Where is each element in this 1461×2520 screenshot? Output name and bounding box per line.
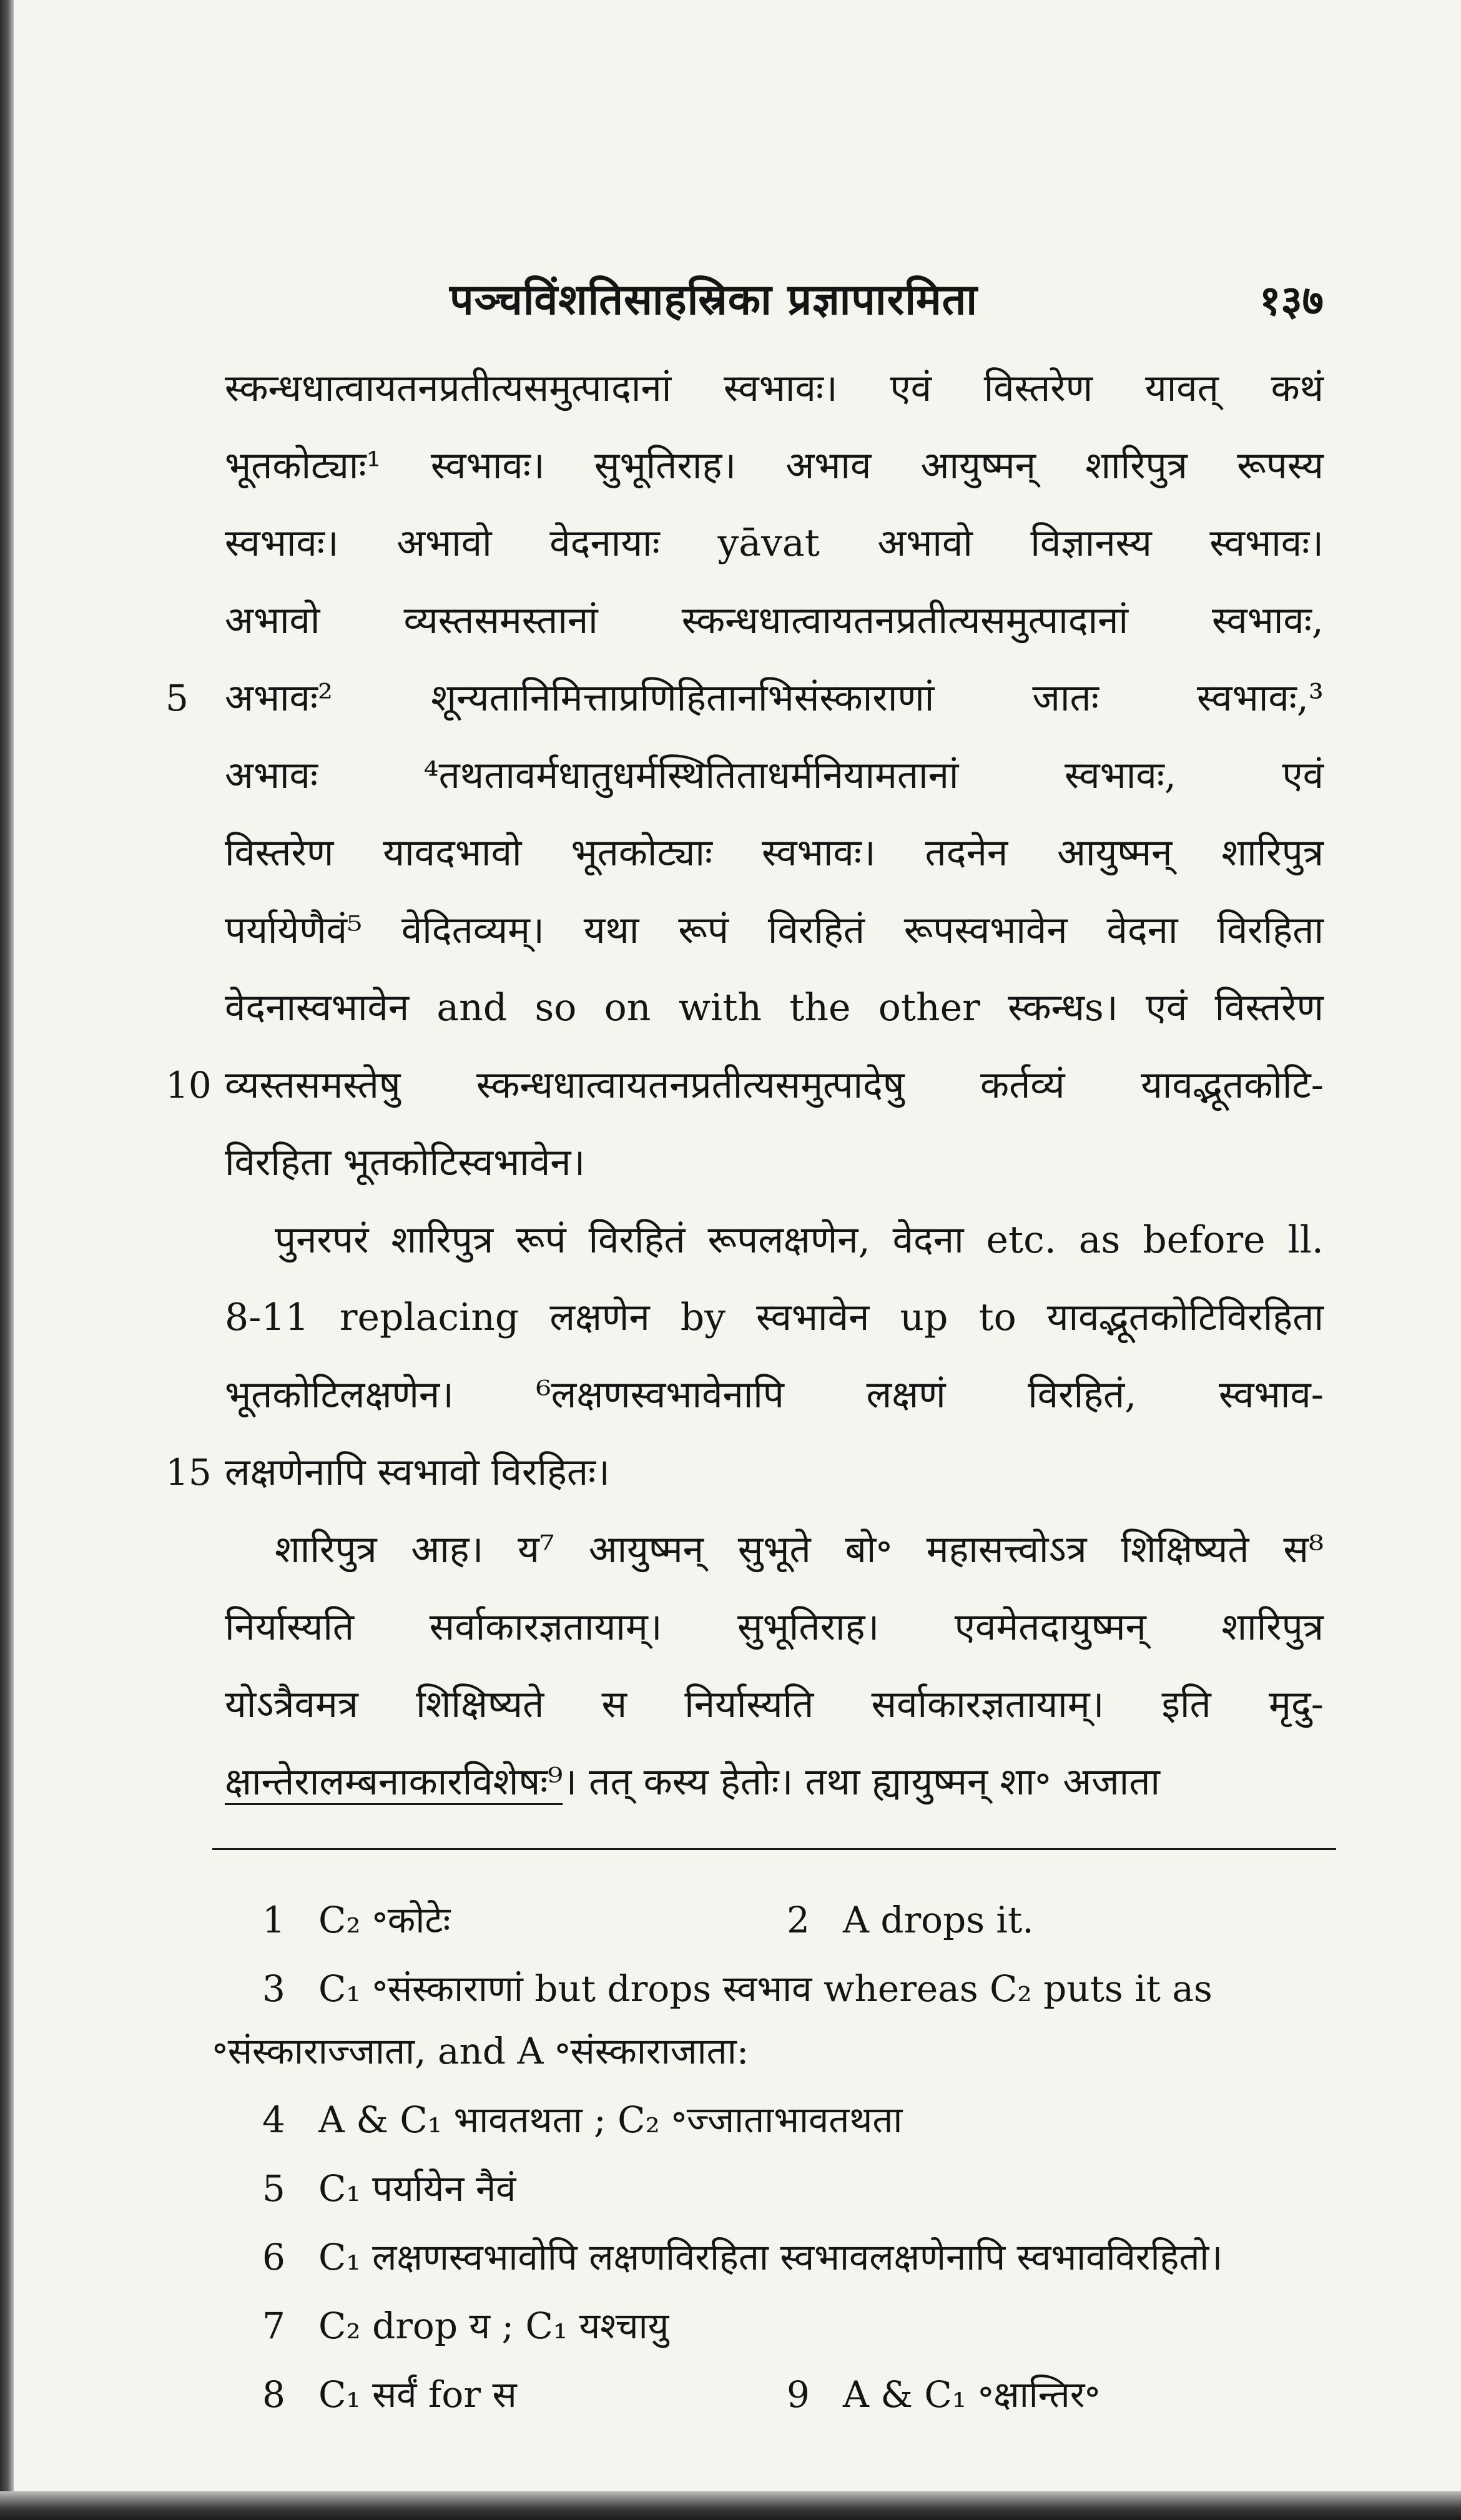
text-line-9: वेदनास्वभावेन and so on with the other स्कन्धs। एवं विस्तरेण: [225, 986, 1324, 1030]
line-number-10: 10: [165, 1064, 212, 1106]
footnote-text: C₁ पर्यायेन नैवं: [318, 2167, 516, 2210]
footnote-text: C₂ ॰कोटेः: [318, 1899, 451, 1941]
footnote-7: [262, 2291, 669, 2360]
footnote-9: [787, 2360, 1100, 2429]
footnote-3: [262, 1954, 1213, 2023]
footnote-number: 3: [262, 1967, 285, 2010]
text-line-11: विरहिता भूतकोटिस्वभावेन।: [225, 1141, 586, 1184]
footnote-divider: [212, 1848, 1336, 1850]
text-line-5: अभावः² शून्यतानिमित्ताप्रणिहितानभिसंस्काराणां जातः स्वभावः,³: [225, 676, 1324, 720]
footnote-number: 6: [262, 2236, 285, 2278]
text-line-7: विस्तरेण यावदभावो भूतकोट्याः स्वभावः। तदनेन आयुष्मन् शारिपुत्र: [225, 831, 1324, 875]
text-line-3: स्वभावः। अभावो वेदनायाः yāvat अभावो विज्ञानस्य स्वभावः।: [225, 521, 1324, 565]
bottom-edge-shadow: [0, 2491, 1461, 2520]
text-line-18: योऽत्रैवमत्र शिक्षिष्यते स निर्यास्यति सर्वाकारज्ञतायाम्। इति मृदु-: [225, 1683, 1324, 1726]
footnote-5: [262, 2154, 516, 2223]
underlined-phrase: क्षान्तेरालम्बनाकारविशेषः⁹: [225, 1760, 563, 1804]
running-header: [225, 262, 1324, 337]
footnote-text: A & C₁ ॰क्षान्तिर॰: [843, 2373, 1101, 2416]
footnote-text: A & C₁ भावतथता ; C₂ ॰ज्जाताभावतथता: [318, 2099, 903, 2141]
text-line-19-rest: । तत् कस्य हेतोः। तथा ह्यायुष्मन् शा॰ अजाता: [563, 1760, 1160, 1804]
text-line-12: पुनरपरं शारिपुत्र रूपं विरहितं रूपलक्षणेन, वेदना etc. as before ll.: [275, 1218, 1324, 1262]
footnote-4: [262, 2085, 902, 2154]
footnote-1: [262, 1886, 450, 1954]
book-spine-shadow: [0, 0, 14, 2520]
footnote-text: C₁ सर्वं for स: [318, 2373, 517, 2416]
text-line-15: लक्षणेनापि स्वभावो विरहितः।: [225, 1450, 610, 1494]
text-line-6: अभावः ⁴तथतावर्मधातुधर्मस्थितिताधर्मनियामतानां स्वभावः, एवं: [225, 754, 1324, 797]
text-line-16: शारिपुत्र आह। य⁷ आयुष्मन् सुभूते बो॰ महासत्त्वोऽत्र शिक्षिष्यते स⁸: [275, 1528, 1324, 1572]
footnote-number: 8: [262, 2373, 285, 2416]
text-line-13: 8-11 replacing लक्षणेन by स्वभावेन up to यावद्भूतकोटिविरहिता: [225, 1296, 1324, 1339]
footnote-2: [787, 1886, 1034, 1954]
text-line-10: व्यस्तसमस्तेषु स्कन्धधात्वायतनप्रतीत्यसमुत्पादेषु कर्तव्यं यावद्भूतकोटि-: [225, 1063, 1324, 1107]
text-line-4: अभावो व्यस्तसमस्तानां स्कन्धधात्वायतनप्रतीत्यसमुत्पादानां स्वभावः,: [225, 599, 1324, 642]
line-number-5: 5: [165, 677, 189, 719]
footnote-number: 2: [787, 1899, 810, 1941]
text-line-8: पर्यायेणैवं⁵ वेदितव्यम्। यथा रूपं विरहितं रूपस्वभावेन वेदना विरहिता: [225, 908, 1324, 952]
footnote-text: C₁ लक्षणस्वभावोपि लक्षणविरहिता स्वभावलक्षणेनापि स्वभावविरहितो।: [318, 2236, 1223, 2278]
footnote-6: [262, 2223, 1222, 2291]
text-line-19: [225, 1743, 1324, 1821]
footnote-text: C₁ ॰संस्काराणां but drops स्वभाव whereas C₂ puts it as: [318, 1967, 1213, 2010]
footnote-number: 5: [262, 2167, 285, 2210]
text-line-2: भूतकोट्याः¹ स्वभावः। सुभूतिराह। अभाव आयुष्मन् शारिपुत्र रूपस्य: [225, 444, 1324, 488]
footnote-3-continuation: ॰संस्काराज्जाता, and A ॰संस्काराजाता:: [212, 2030, 749, 2072]
footnote-text: A drops it.: [843, 1899, 1034, 1941]
line-number-15: 15: [165, 1451, 212, 1494]
text-line-1: स्कन्धधात्वायतनप्रतीत्यसमुत्पादानां स्वभावः। एवं विस्तरेण यावत् कथं: [225, 367, 1324, 410]
footnote-8: [262, 2360, 517, 2429]
page-title: पञ्चविंशतिसाहस्रिका प्रज्ञापारमिता: [450, 275, 978, 325]
footnote-number: 7: [262, 2305, 285, 2347]
text-line-14: भूतकोटिलक्षणेन। ⁶लक्षणस्वभावेनापि लक्षणं विरहितं, स्वभाव-: [225, 1373, 1324, 1417]
footnote-number: 4: [262, 2099, 285, 2141]
text-line-17: निर्यास्यति सर्वाकारज्ञतायाम्। सुभूतिराह। एवमेतदायुष्मन् शारिपुत्र: [225, 1605, 1324, 1649]
footnote-text: C₂ drop य ; C₁ यश्चायु: [318, 2305, 669, 2347]
footnote-number: 1: [262, 1899, 285, 1941]
footnote-number: 9: [787, 2373, 810, 2416]
page-number: १३७: [1259, 276, 1324, 325]
